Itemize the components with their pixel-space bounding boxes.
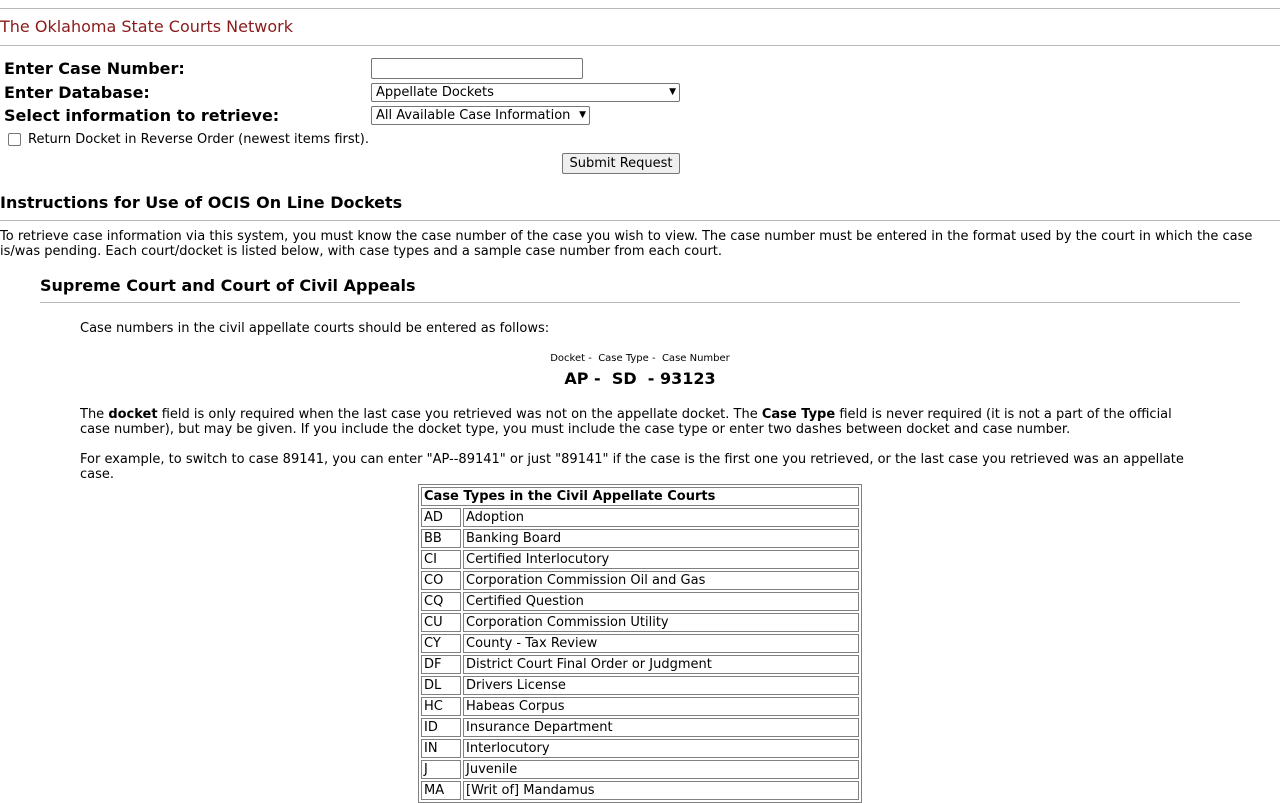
case-type-name: Banking Board xyxy=(463,529,859,548)
case-type-name: Habeas Corpus xyxy=(463,697,859,716)
table-row xyxy=(421,697,859,716)
docket-para-text-1: The xyxy=(80,407,109,422)
table-row xyxy=(421,529,859,548)
retrieve-select-value: All Available Case Information xyxy=(376,108,571,123)
table-row xyxy=(421,634,859,653)
entered-as-text: Case numbers in the civil appellate courts should be entered as follows: xyxy=(80,321,550,336)
retrieve-label: Select information to retrieve: xyxy=(4,106,280,125)
submit-request-button[interactable]: Submit Request xyxy=(562,153,680,174)
supreme-court-divider xyxy=(40,302,1240,303)
instructions-intro: To retrieve case information via this system, you must know the case number of the case you wish to view. The case number must be entered in the format used by the court in which the case is/was pending. Each court/docket is listed below, with case types and a sample case number from each court. xyxy=(0,229,1253,259)
case-format-sample: AP - SD - 93123 xyxy=(564,369,716,388)
case-type-code: CQ xyxy=(421,592,461,611)
case-type-code: IN xyxy=(421,739,461,758)
table-row xyxy=(421,571,859,590)
case-type-code: BB xyxy=(421,529,461,548)
case-type-name: District Court Final Order or Judgment xyxy=(463,655,859,674)
table-row xyxy=(421,655,859,674)
table-row xyxy=(421,739,859,758)
case-type-code: DL xyxy=(421,676,461,695)
table-row xyxy=(421,592,859,611)
supreme-court-heading: Supreme Court and Court of Civil Appeals xyxy=(40,276,416,295)
reverse-order-label: Return Docket in Reverse Order (newest items first). xyxy=(28,132,369,147)
case-number-label: Enter Case Number: xyxy=(4,59,185,78)
case-type-name: Certified Interlocutory xyxy=(463,550,859,569)
docket-para-bold-1: docket xyxy=(108,407,158,422)
case-format-labels: Docket - Case Type - Case Number xyxy=(550,353,730,364)
case-type-name: Juvenile xyxy=(463,760,859,779)
case-type-name: Adoption xyxy=(463,508,859,527)
case-type-name: Certified Question xyxy=(463,592,859,611)
example-paragraph: For example, to switch to case 89141, you can enter "AP--89141" or just "89141" if the case is the first one you retrieved, or the last case you retrieved was an appellate case. xyxy=(80,452,1184,482)
case-type-code: AD xyxy=(421,508,461,527)
docket-para-bold-2: Case Type xyxy=(761,407,836,422)
table-header: Case Types in the Civil Appellate Courts xyxy=(421,487,859,506)
table-row xyxy=(421,781,859,800)
retrieve-select[interactable] xyxy=(371,106,590,125)
table-row xyxy=(421,550,859,569)
case-type-code: ID xyxy=(421,718,461,737)
database-select[interactable] xyxy=(371,83,680,102)
table-row xyxy=(421,718,859,737)
instructions-divider xyxy=(0,220,1280,221)
case-type-code: CI xyxy=(421,550,461,569)
table-row xyxy=(421,508,859,527)
case-type-code: HC xyxy=(421,697,461,716)
top-divider xyxy=(0,8,1280,9)
case-type-name: Corporation Commission Utility xyxy=(463,613,859,632)
chevron-down-icon: ▼ xyxy=(579,110,586,120)
case-types-table xyxy=(418,484,862,803)
docket-paragraph xyxy=(80,407,1190,437)
docket-para-text-3: field is never required (it is not a part of the official case number), but may be given. If you include the docket type, you must include the case type or enter two dashes between docket and case number. xyxy=(80,407,1172,437)
case-type-code: CU xyxy=(421,613,461,632)
site-title: The Oklahoma State Courts Network xyxy=(0,17,293,36)
table-row xyxy=(421,676,859,695)
case-type-name: Drivers License xyxy=(463,676,859,695)
table-header-row xyxy=(421,487,859,506)
case-type-code: J xyxy=(421,760,461,779)
case-type-name: County - Tax Review xyxy=(463,634,859,653)
database-label: Enter Database: xyxy=(4,83,150,102)
chevron-down-icon: ▼ xyxy=(669,87,676,97)
database-select-value: Appellate Dockets xyxy=(376,85,494,100)
docket-para-text-2: field is only required when the last case you retrieved was not on the appellate docket. The xyxy=(157,407,762,422)
case-types-body xyxy=(421,508,859,800)
table-row xyxy=(421,613,859,632)
case-type-name: [Writ of] Mandamus xyxy=(463,781,859,800)
case-type-name: Insurance Department xyxy=(463,718,859,737)
case-type-code: CY xyxy=(421,634,461,653)
case-type-code: DF xyxy=(421,655,461,674)
case-type-code: CO xyxy=(421,571,461,590)
case-number-input[interactable] xyxy=(371,58,583,79)
header-divider xyxy=(0,45,1280,46)
case-type-name: Interlocutory xyxy=(463,739,859,758)
reverse-order-checkbox[interactable] xyxy=(8,133,21,146)
table-row xyxy=(421,760,859,779)
case-type-name: Corporation Commission Oil and Gas xyxy=(463,571,859,590)
instructions-heading: Instructions for Use of OCIS On Line Dockets xyxy=(0,193,403,212)
case-type-code: MA xyxy=(421,781,461,800)
